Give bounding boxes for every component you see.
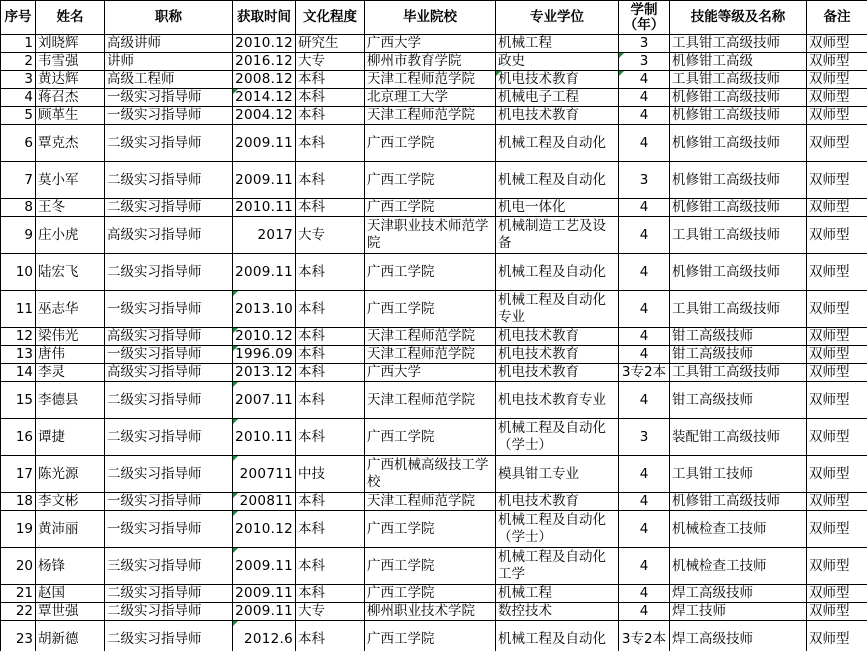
cell-time[interactable]: 200711	[233, 456, 296, 493]
cell-name[interactable]: 胡新德	[36, 621, 105, 651]
cell-title[interactable]: 二级实习指导师	[105, 621, 233, 651]
cell-school[interactable]: 广西工学院	[365, 585, 496, 603]
cell-school[interactable]: 广西工学院	[365, 291, 496, 328]
cell-major[interactable]: 机械工程及自动化	[496, 125, 619, 162]
cell-name[interactable]: 陈光源	[36, 456, 105, 493]
cell-seq[interactable]: 18	[1, 493, 36, 511]
table-row	[1, 53, 867, 71]
cell-time[interactable]: 2004.12	[233, 107, 296, 125]
cell-note[interactable]: 双师型	[807, 493, 867, 511]
table-row	[1, 125, 867, 162]
cell-title[interactable]: 一级实习指导师	[105, 107, 233, 125]
cell-school[interactable]: 广西工学院	[365, 548, 496, 585]
cell-skill[interactable]: 工具钳工高级技师	[670, 291, 807, 328]
cell-time[interactable]: 2010.12	[233, 511, 296, 548]
cell-seq[interactable]: 11	[1, 291, 36, 328]
cell-title[interactable]: 二级实习指导师	[105, 585, 233, 603]
cell-seq[interactable]: 9	[1, 217, 36, 254]
cell-major[interactable]: 机电技术教育	[496, 346, 619, 364]
cell-note[interactable]: 双师型	[807, 35, 867, 53]
cell-edu[interactable]: 本科	[296, 382, 365, 419]
cell-major[interactable]: 机械制造工艺及设备	[496, 217, 619, 254]
cell-seq[interactable]: 17	[1, 456, 36, 493]
cell-school[interactable]: 天津工程师范学院	[365, 71, 496, 89]
cell-title[interactable]: 二级实习指导师	[105, 603, 233, 621]
cell-skill[interactable]: 机修钳工高级技师	[670, 89, 807, 107]
cell-seq[interactable]: 19	[1, 511, 36, 548]
cell-title[interactable]: 讲师	[105, 53, 233, 71]
cell-major[interactable]: 机电技术教育	[496, 107, 619, 125]
cell-seq[interactable]: 16	[1, 419, 36, 456]
cell-skill[interactable]: 焊工高级技师	[670, 621, 807, 651]
cell-skill[interactable]: 工具钳工高级技师	[670, 35, 807, 53]
cell-school[interactable]: 广西工学院	[365, 621, 496, 651]
cell-note[interactable]: 双师型	[807, 585, 867, 603]
cell-years[interactable]: 3专2本	[619, 364, 670, 382]
cell-major[interactable]: 机械工程及自动化专业	[496, 291, 619, 328]
header-name[interactable]: 姓名	[36, 1, 105, 35]
cell-seq[interactable]: 2	[1, 53, 36, 71]
table-row	[1, 493, 867, 511]
cell-note[interactable]: 双师型	[807, 419, 867, 456]
header-years-line2: （年）	[623, 16, 665, 33]
cell-title[interactable]: 高级实习指导师	[105, 217, 233, 254]
cell-skill[interactable]: 机修钳工高级技师	[670, 162, 807, 199]
cell-edu[interactable]: 本科	[296, 548, 365, 585]
cell-years[interactable]: 4	[619, 346, 670, 364]
cell-school[interactable]: 广西工学院	[365, 199, 496, 217]
header-years-line1: 学制	[630, 1, 658, 18]
cell-years[interactable]: 4	[619, 107, 670, 125]
cell-school[interactable]: 天津职业技术师范学院	[365, 217, 496, 254]
cell-edu[interactable]: 中技	[296, 456, 365, 493]
cell-note[interactable]: 双师型	[807, 511, 867, 548]
cell-school[interactable]: 广西大学	[365, 35, 496, 53]
cell-school[interactable]: 天津工程师范学院	[365, 107, 496, 125]
cell-years[interactable]: 4	[619, 548, 670, 585]
cell-major[interactable]: 机械工程及自动化	[496, 621, 619, 651]
header-school[interactable]: 毕业院校	[365, 1, 496, 35]
cell-school[interactable]: 广西大学	[365, 364, 496, 382]
table-row	[1, 603, 867, 621]
cell-major[interactable]: 机械工程及自动化（学士）	[496, 511, 619, 548]
cell-edu[interactable]: 本科	[296, 328, 365, 346]
table-row	[1, 291, 867, 328]
cell-name[interactable]: 顾革生	[36, 107, 105, 125]
cell-major[interactable]: 机械工程及自动化	[496, 254, 619, 291]
header-row	[1, 1, 867, 35]
cell-skill[interactable]: 钳工高级技师	[670, 382, 807, 419]
cell-title[interactable]: 二级实习指导师	[105, 254, 233, 291]
cell-edu[interactable]: 本科	[296, 125, 365, 162]
cell-name[interactable]: 黄达辉	[36, 71, 105, 89]
table-row	[1, 35, 867, 53]
cell-title[interactable]: 三级实习指导师	[105, 548, 233, 585]
cell-major[interactable]: 机电一体化	[496, 199, 619, 217]
header-time[interactable]: 获取时间	[233, 1, 296, 35]
cell-seq[interactable]: 14	[1, 364, 36, 382]
cell-edu[interactable]: 本科	[296, 511, 365, 548]
table-row	[1, 585, 867, 603]
cell-major[interactable]: 机电技术教育	[496, 493, 619, 511]
cell-name[interactable]: 李德县	[36, 382, 105, 419]
cell-edu[interactable]: 本科	[296, 107, 365, 125]
cell-edu[interactable]: 本科	[296, 493, 365, 511]
table-row	[1, 621, 867, 651]
cell-name[interactable]: 王冬	[36, 199, 105, 217]
cell-title[interactable]: 二级实习指导师	[105, 162, 233, 199]
cell-note[interactable]: 双师型	[807, 456, 867, 493]
cell-note[interactable]: 双师型	[807, 621, 867, 651]
cell-major[interactable]: 机械工程	[496, 585, 619, 603]
cell-seq[interactable]: 1	[1, 35, 36, 53]
cell-school[interactable]: 天津工程师范学院	[365, 346, 496, 364]
cell-school[interactable]: 天津工程师范学院	[365, 493, 496, 511]
cell-name[interactable]: 唐伟	[36, 346, 105, 364]
cell-edu[interactable]: 大专	[296, 217, 365, 254]
cell-seq[interactable]: 3	[1, 71, 36, 89]
cell-note[interactable]: 双师型	[807, 71, 867, 89]
cell-name[interactable]: 蒋召杰	[36, 89, 105, 107]
cell-years[interactable]: 3	[619, 162, 670, 199]
header-title[interactable]: 职称	[105, 1, 233, 35]
cell-seq[interactable]: 10	[1, 254, 36, 291]
cell-major[interactable]: 机械电子工程	[496, 89, 619, 107]
cell-note[interactable]: 双师型	[807, 603, 867, 621]
cell-skill[interactable]: 机修钳工高级技师	[670, 107, 807, 125]
cell-years[interactable]: 4	[619, 89, 670, 107]
table-row	[1, 328, 867, 346]
cell-time[interactable]: 1996.09	[233, 346, 296, 364]
cell-years[interactable]: 3	[619, 53, 670, 71]
cell-title[interactable]: 一级实习指导师	[105, 493, 233, 511]
cell-note[interactable]: 双师型	[807, 382, 867, 419]
cell-seq[interactable]: 12	[1, 328, 36, 346]
cell-major[interactable]: 机械工程及自动化（学士）	[496, 419, 619, 456]
cell-time[interactable]: 2010.11	[233, 419, 296, 456]
cell-years[interactable]: 4	[619, 291, 670, 328]
cell-years[interactable]: 4	[619, 71, 670, 89]
cell-name[interactable]: 谭捷	[36, 419, 105, 456]
cell-edu[interactable]: 本科	[296, 254, 365, 291]
cell-time[interactable]: 2008.12	[233, 71, 296, 89]
cell-major[interactable]: 机械工程及自动化 工学	[496, 548, 619, 585]
cell-name[interactable]: 赵国	[36, 585, 105, 603]
table-row	[1, 71, 867, 89]
cell-edu[interactable]: 本科	[296, 89, 365, 107]
cell-major[interactable]: 机械工程及自动化	[496, 162, 619, 199]
cell-edu[interactable]: 本科	[296, 199, 365, 217]
cell-time[interactable]: 200811	[233, 493, 296, 511]
cell-years[interactable]: 4	[619, 199, 670, 217]
cell-edu[interactable]: 本科	[296, 71, 365, 89]
cell-edu[interactable]: 本科	[296, 585, 365, 603]
cell-years[interactable]: 4	[619, 125, 670, 162]
cell-title[interactable]: 一级实习指导师	[105, 89, 233, 107]
cell-skill[interactable]: 焊工高级技师	[670, 585, 807, 603]
cell-time[interactable]: 2010.12	[233, 328, 296, 346]
cell-skill[interactable]: 焊工技师	[670, 603, 807, 621]
table-row	[1, 456, 867, 493]
cell-years[interactable]: 4	[619, 382, 670, 419]
cell-name[interactable]: 莫小军	[36, 162, 105, 199]
cell-time[interactable]: 2009.11	[233, 162, 296, 199]
cell-years[interactable]: 4	[619, 217, 670, 254]
table-row	[1, 162, 867, 199]
cell-skill[interactable]: 机修钳工高级技师	[670, 254, 807, 291]
cell-major[interactable]: 机电技术教育	[496, 364, 619, 382]
cell-time[interactable]: 2009.11	[233, 548, 296, 585]
header-major[interactable]: 专业学位	[496, 1, 619, 35]
cell-seq[interactable]: 13	[1, 346, 36, 364]
cell-time[interactable]: 2007.11	[233, 382, 296, 419]
cell-title[interactable]: 高级实习指导师	[105, 328, 233, 346]
cell-time[interactable]: 2012.6	[233, 621, 296, 651]
cell-note[interactable]: 双师型	[807, 291, 867, 328]
cell-edu[interactable]: 本科	[296, 364, 365, 382]
cell-edu[interactable]: 本科	[296, 162, 365, 199]
cell-time[interactable]: 2009.11	[233, 254, 296, 291]
cell-note[interactable]: 双师型	[807, 217, 867, 254]
cell-time[interactable]: 2009.11	[233, 585, 296, 603]
cell-time[interactable]: 2010.12	[233, 35, 296, 53]
cell-seq[interactable]: 22	[1, 603, 36, 621]
cell-seq[interactable]: 4	[1, 89, 36, 107]
cell-note[interactable]: 双师型	[807, 162, 867, 199]
cell-school[interactable]: 广西工学院	[365, 419, 496, 456]
header-skill[interactable]: 技能等级及名称	[670, 1, 807, 35]
cell-seq[interactable]: 5	[1, 107, 36, 125]
table-row	[1, 89, 867, 107]
cell-school[interactable]: 天津工程师范学院	[365, 328, 496, 346]
cell-note[interactable]: 双师型	[807, 125, 867, 162]
cell-title[interactable]: 二级实习指导师	[105, 456, 233, 493]
table-row	[1, 254, 867, 291]
cell-title[interactable]: 二级实习指导师	[105, 419, 233, 456]
cell-major[interactable]: 政史	[496, 53, 619, 71]
table-row	[1, 107, 867, 125]
cell-seq[interactable]: 20	[1, 548, 36, 585]
cell-school[interactable]: 天津工程师范学院	[365, 382, 496, 419]
cell-years[interactable]: 4	[619, 603, 670, 621]
cell-note[interactable]: 双师型	[807, 89, 867, 107]
cell-skill[interactable]: 机修钳工高级	[670, 53, 807, 71]
cell-name[interactable]: 陆宏飞	[36, 254, 105, 291]
cell-seq[interactable]: 6	[1, 125, 36, 162]
cell-years[interactable]: 3专2本	[619, 621, 670, 651]
cell-years[interactable]: 4	[619, 456, 670, 493]
cell-school[interactable]: 柳州职业技术学院	[365, 603, 496, 621]
cell-title[interactable]: 二级实习指导师	[105, 199, 233, 217]
cell-seq[interactable]: 15	[1, 382, 36, 419]
cell-edu[interactable]: 大专	[296, 603, 365, 621]
cell-title[interactable]: 高级工程师	[105, 71, 233, 89]
cell-name[interactable]: 覃克杰	[36, 125, 105, 162]
cell-skill[interactable]: 机修钳工高级技师	[670, 199, 807, 217]
cell-name[interactable]: 韦雪强	[36, 53, 105, 71]
header-seq[interactable]: 序号	[1, 1, 36, 35]
cell-title[interactable]: 二级实习指导师	[105, 125, 233, 162]
cell-note[interactable]: 双师型	[807, 254, 867, 291]
cell-years[interactable]: 4	[619, 254, 670, 291]
header-years[interactable]	[619, 1, 670, 35]
cell-seq[interactable]: 8	[1, 199, 36, 217]
cell-skill[interactable]: 机械检查工技师	[670, 548, 807, 585]
cell-skill[interactable]: 机修钳工高级技师	[670, 125, 807, 162]
header-edu[interactable]: 文化程度	[296, 1, 365, 35]
header-note[interactable]: 备注	[807, 1, 867, 35]
cell-skill[interactable]: 工具钳工高级技师	[670, 71, 807, 89]
cell-name[interactable]: 李文彬	[36, 493, 105, 511]
cell-school[interactable]: 广西工学院	[365, 254, 496, 291]
cell-years[interactable]: 4	[619, 493, 670, 511]
cell-seq[interactable]: 23	[1, 621, 36, 651]
cell-years[interactable]: 4	[619, 511, 670, 548]
cell-skill[interactable]: 钳工高级技师	[670, 346, 807, 364]
cell-name[interactable]: 刘晓辉	[36, 35, 105, 53]
cell-edu[interactable]: 本科	[296, 621, 365, 651]
cell-major[interactable]: 机电技术教育专业	[496, 382, 619, 419]
cell-time[interactable]: 2009.11	[233, 125, 296, 162]
cell-major[interactable]: 机电技术教育	[496, 328, 619, 346]
cell-school[interactable]: 广西工学院	[365, 511, 496, 548]
cell-name[interactable]: 庄小虎	[36, 217, 105, 254]
cell-seq[interactable]: 7	[1, 162, 36, 199]
table-row	[1, 364, 867, 382]
cell-title[interactable]: 高级讲师	[105, 35, 233, 53]
cell-name[interactable]: 覃世强	[36, 603, 105, 621]
cell-years[interactable]: 4	[619, 328, 670, 346]
cell-major[interactable]: 数控技术	[496, 603, 619, 621]
cell-title[interactable]: 二级实习指导师	[105, 382, 233, 419]
table-row	[1, 199, 867, 217]
cell-skill[interactable]: 机修钳工高级技师	[670, 493, 807, 511]
cell-edu[interactable]: 大专	[296, 53, 365, 71]
cell-note[interactable]: 双师型	[807, 328, 867, 346]
cell-note[interactable]: 双师型	[807, 199, 867, 217]
cell-school[interactable]: 北京理工大学	[365, 89, 496, 107]
cell-time[interactable]: 2014.12	[233, 89, 296, 107]
cell-years[interactable]: 3	[619, 35, 670, 53]
cell-note[interactable]: 双师型	[807, 548, 867, 585]
cell-skill[interactable]: 工具钳工高级技师	[670, 217, 807, 254]
cell-time[interactable]: 2016.12	[233, 53, 296, 71]
cell-skill[interactable]: 钳工高级技师	[670, 328, 807, 346]
cell-time[interactable]: 2013.10	[233, 291, 296, 328]
cell-skill[interactable]: 装配钳工高级技师	[670, 419, 807, 456]
cell-skill[interactable]: 工具钳工技师	[670, 456, 807, 493]
cell-title[interactable]: 一级实习指导师	[105, 511, 233, 548]
cell-note[interactable]: 双师型	[807, 346, 867, 364]
table-row	[1, 419, 867, 456]
cell-major[interactable]: 机电技术教育	[496, 71, 619, 89]
cell-school[interactable]: 广西机械高级技工学校	[365, 456, 496, 493]
cell-skill[interactable]: 工具钳工高级技师	[670, 364, 807, 382]
cell-school[interactable]: 广西工学院	[365, 125, 496, 162]
cell-edu[interactable]: 本科	[296, 346, 365, 364]
cell-title[interactable]: 一级实习指导师	[105, 291, 233, 328]
cell-note[interactable]: 双师型	[807, 364, 867, 382]
table-row	[1, 382, 867, 419]
table-row	[1, 511, 867, 548]
cell-school[interactable]: 柳州市教育学院	[365, 53, 496, 71]
cell-note[interactable]: 双师型	[807, 107, 867, 125]
cell-major[interactable]: 机械工程	[496, 35, 619, 53]
cell-time[interactable]: 2009.11	[233, 603, 296, 621]
cell-name[interactable]: 杨锋	[36, 548, 105, 585]
table-row	[1, 548, 867, 585]
cell-title[interactable]: 一级实习指导师	[105, 346, 233, 364]
table-row	[1, 217, 867, 254]
cell-title[interactable]: 高级实习指导师	[105, 364, 233, 382]
cell-years[interactable]: 3	[619, 419, 670, 456]
cell-edu[interactable]: 本科	[296, 291, 365, 328]
cell-skill[interactable]: 机械检查工技师	[670, 511, 807, 548]
cell-name[interactable]: 黄沛丽	[36, 511, 105, 548]
cell-edu[interactable]: 研究生	[296, 35, 365, 53]
cell-seq[interactable]: 21	[1, 585, 36, 603]
cell-note[interactable]: 双师型	[807, 53, 867, 71]
cell-name[interactable]: 梁伟光	[36, 328, 105, 346]
cell-edu[interactable]: 本科	[296, 419, 365, 456]
table-row	[1, 346, 867, 364]
cell-major[interactable]: 模具钳工专业	[496, 456, 619, 493]
cell-years[interactable]: 4	[619, 585, 670, 603]
cell-school[interactable]: 广西工学院	[365, 162, 496, 199]
cell-time[interactable]: 2013.12	[233, 364, 296, 382]
cell-time[interactable]: 2010.11	[233, 199, 296, 217]
cell-name[interactable]: 李灵	[36, 364, 105, 382]
cell-name[interactable]: 巫志华	[36, 291, 105, 328]
cell-time[interactable]: 2017	[233, 217, 296, 254]
